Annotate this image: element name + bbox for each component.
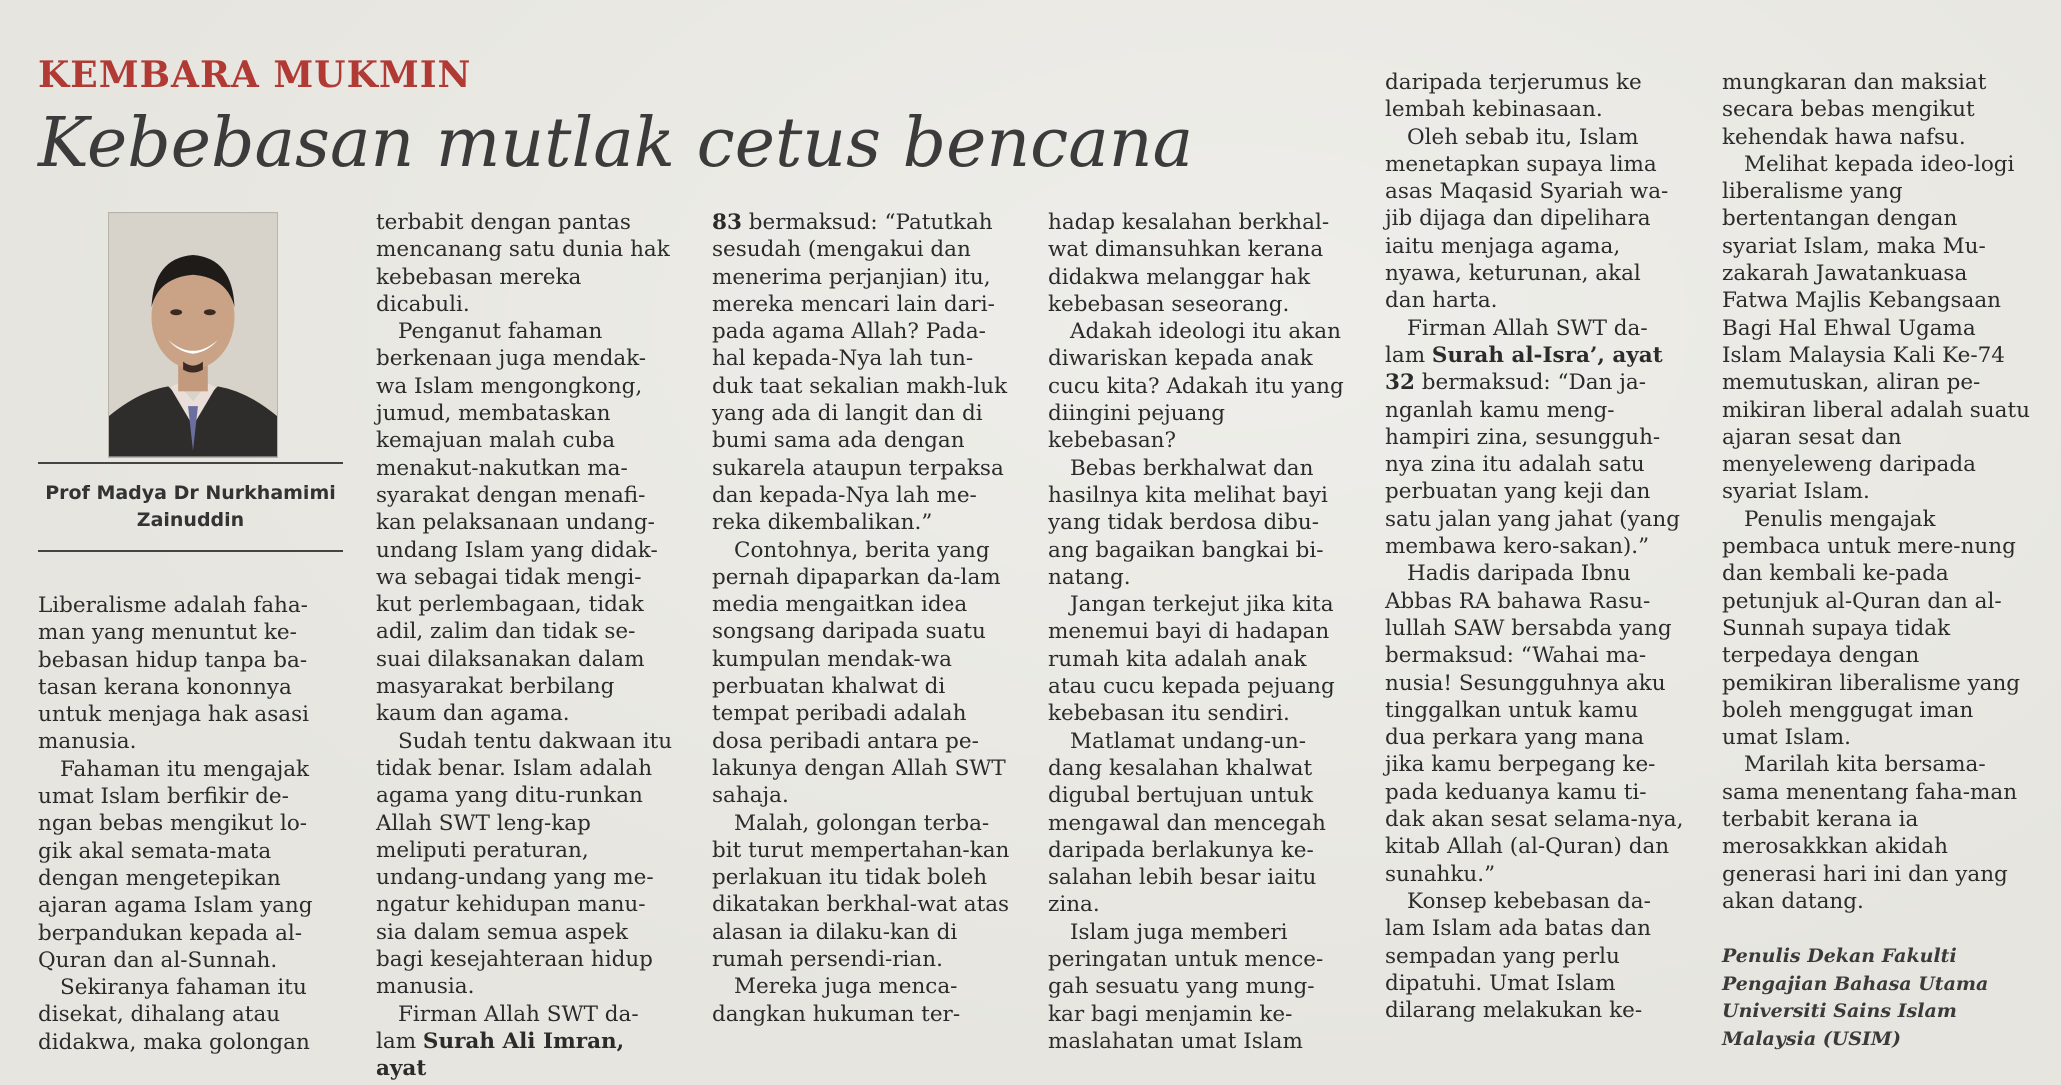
paragraph: [1385, 124, 1685, 315]
author-byline: Prof Madya Dr Nurkhamimi Zainuddin: [45, 482, 336, 531]
text-run: Matlamat undang-un-dang kesalahan khalwat digubal bertujuan untuk mengawal dan mencegah daripada berlakunya ke-salahan lebih besar iaitu zina.: [1048, 728, 1326, 918]
text-run: Bebas berkhalwat dan hasilnya kita melihat bayi yang tidak berdosa dibu-ang bagaikan bangkai bi-natang.: [1048, 455, 1328, 590]
author-photo: [108, 212, 278, 458]
bold-text: Surah al-Isra’, ayat 32: [1385, 342, 1663, 396]
text-run: Adakah ideologi itu akan diwariskan kepada anak cucu kita? Adakah itu yang diingini pejuang kebebasan?: [1048, 319, 1344, 454]
paragraph: [376, 318, 676, 727]
article-column-3: [712, 209, 1012, 1028]
article-column-6: [1722, 69, 2034, 915]
text-run: Penulis mengajak pembaca untuk mere-nung dan kembali ke-pada petunjuk al-Quran dan al-Sunnah supaya tidak terpedaya dengan pemikiran liberalisme yang boleh menggugat iman umat Islam.: [1722, 506, 2021, 751]
text-run: Oleh sebab itu, Islam menetapkan supaya lima asas Maqasid Syariah wa-jib dijaga dan dipelihara iaitu menjaga agama, nyawa, keturunan, akal dan harta.: [1385, 124, 1669, 314]
article-column-4: [1048, 209, 1348, 1055]
byline-rule-top: [38, 462, 343, 464]
paragraph: [1385, 315, 1685, 561]
headline: Kebebasan mutlak cetus bencana: [38, 104, 1194, 183]
paragraph: [1048, 209, 1348, 318]
paragraph: [712, 537, 1012, 810]
paragraph: [1048, 591, 1348, 727]
text-run: bermaksud: “Patutkah sesudah (mengakui dan menerima perjanjian) itu, mereka mencari lain dari-pada agama Allah? Pada-hal kepada-Nya lah tun-duk taat sekalian makh-luk yang ada di langit dan di bumi sama ada dengan sukarela ataupun terpaksa dan kepada-Nya lah me-reka dikembalikan.”: [712, 210, 1008, 536]
text-run: Mereka juga menca-dangkan hukuman ter-: [712, 974, 961, 1027]
text-run: Jangan terkejut jika kita menemui bayi di hadapan rumah kita adalah anak atau cucu kepada pejuang kebebasan itu sendiri.: [1048, 592, 1335, 727]
paragraph: [1048, 919, 1348, 1055]
paragraph: [1048, 318, 1348, 454]
text-run: Contohnya, berita yang pernah dipaparkan da-lam media mengaitkan idea songsang daripada suatu kumpulan mendak-wa perbuatan khalwat di tempat peribadi adalah dosa peribadi antara pe-lakunya dengan Allah SWT sahaja.: [712, 537, 1006, 809]
article-column-1: [38, 592, 338, 1056]
text-run: Fahaman itu mengajak umat Islam berfikir de-ngan bebas mengikut lo-gik akal semata-mata dengan mengetepikan ajaran agama Islam yang berpandukan kepada al-Quran dan al-Sunnah.: [38, 756, 313, 973]
text-run: Islam juga memberi peringatan untuk mence-gah sesuatu yang mung-kar bagi menjamin ke-maslahatan umat Islam: [1048, 919, 1324, 1054]
paragraph: [1722, 151, 2034, 506]
bold-text: Surah Ali Imran, ayat: [376, 1028, 625, 1082]
text-run: Sudah tentu dakwaan itu tidak benar. Islam adalah agama yang ditu-runkan Allah SWT leng-kap meliputi peraturan, undang-undang yang me-ngatur kehidupan manu-sia dalam semua aspek bagi kesejahteraan hidup manusia.: [376, 728, 673, 1000]
text-run: Liberalisme adalah faha-man yang menuntut ke-bebasan hidup tanpa ba-tasan kerana kononnya untuk menjaga hak asasi manusia.: [38, 593, 310, 755]
paragraph: [1048, 728, 1348, 919]
paragraph: [1385, 560, 1685, 888]
text-run: hadap kesalahan berkhal-wat dimansuhkan kerana didakwa melanggar hak kebebasan seseorang.: [1048, 210, 1330, 317]
section-kicker: KEMBARA MUKMIN: [38, 54, 472, 96]
bold-text: 83: [712, 210, 742, 235]
article-column-5: [1385, 69, 1685, 1024]
paragraph: [38, 756, 338, 974]
text-run: bermaksud: “Dan ja-nganlah kamu meng-hampiri zina, sesungguh-nya zina itu adalah satu perbuatan yang keji dan satu jalan yang jahat (yang membawa kero-sakan).”: [1385, 370, 1681, 560]
text-run: Penganut fahaman berkenaan juga mendak-wa Islam mengongkong, jumud, membataskan kemajuan malah cuba menakut-nakutkan ma-syarakat dengan menafi-kan pelaksanaan undang-undang Islam yang didak-wa sebagai tidak mengi-kut perlembagaan, tidak adil, zalim dan tidak se-suai dilaksanakan dalam masyarakat berbilang kaum dan agama.: [376, 319, 658, 727]
paragraph: [712, 973, 1012, 1028]
paragraph: [1385, 69, 1685, 124]
paragraph: [376, 209, 676, 318]
paragraph: [1722, 506, 2034, 752]
text-run: Sekiranya fahaman itu disekat, dihalang atau didakwa, maka golongan: [38, 975, 310, 1055]
text-run: mungkaran dan maksiat secara bebas mengikut kehendak hawa nafsu.: [1722, 70, 1987, 150]
paragraph: [712, 810, 1012, 974]
text-run: Melihat kepada ideo-logi liberalisme yang bertentangan dengan syariat Islam, maka Mu-zakarah Jawatankuasa Fatwa Majlis Kebangsaan Bagi Hal Ehwal Ugama Islam Malaysia Kali Ke-74 memutuskan, aliran pe-mikiran liberal adalah suatu ajaran sesat dan menyeleweng daripada syariat Islam.: [1722, 151, 2030, 505]
text-run: Marilah kita bersama-sama menentang faha-man terbabit kerana ia merosakkkan akidah generasi hari ini dan yang akan datang.: [1722, 752, 2018, 914]
text-run: Firman Allah SWT da-lam: [376, 1001, 639, 1054]
author-note: Penulis Dekan Fakulti Pengajian Bahasa Utama Universiti Sains Islam Malaysia (USIM): [1722, 945, 1989, 1050]
paragraph: [376, 1001, 676, 1083]
paragraph: [38, 974, 338, 1056]
text-run: Firman Allah SWT da-lam: [1385, 315, 1648, 368]
paragraph: [38, 592, 338, 756]
byline-rule-bottom: [38, 550, 343, 552]
paragraph: [376, 728, 676, 1001]
paragraph: [712, 209, 1012, 537]
paragraph: [1385, 888, 1685, 1024]
paragraph: [1722, 69, 2034, 151]
paragraph: [1048, 455, 1348, 591]
text-run: terbabit dengan pantas mencanang satu dunia hak kebebasan mereka dicabuli.: [376, 210, 670, 317]
article-column-2: [376, 209, 676, 1083]
text-run: Konsep kebebasan da-lam Islam ada batas dan sempadan yang perlu dipatuhi. Umat Islam dilarang melakukan ke-: [1385, 888, 1651, 1024]
portrait-photo-icon: [109, 213, 277, 457]
text-run: Hadis daripada Ibnu Abbas RA bahawa Rasu-lullah SAW bersabda yang bermaksud: “Wahai ma-nusia! Sesungguhnya aku tinggalkan untuk kamu dua perkara yang mana jika kamu berpegang ke-pada keduanya kamu ti-dak akan sesat selama-nya, kitab Allah (al-Quran) dan sunahku.”: [1385, 561, 1684, 887]
text-run: Malah, golongan terba-bit turut mempertahan-kan perlakuan itu tidak boleh dikatakan berkhal-wat atas alasan ia dilaku-kan di rumah persendi-rian.: [712, 810, 1010, 973]
paragraph: [1722, 751, 2034, 915]
text-run: daripada terjerumus ke lembah kebinasaan.: [1385, 70, 1642, 123]
